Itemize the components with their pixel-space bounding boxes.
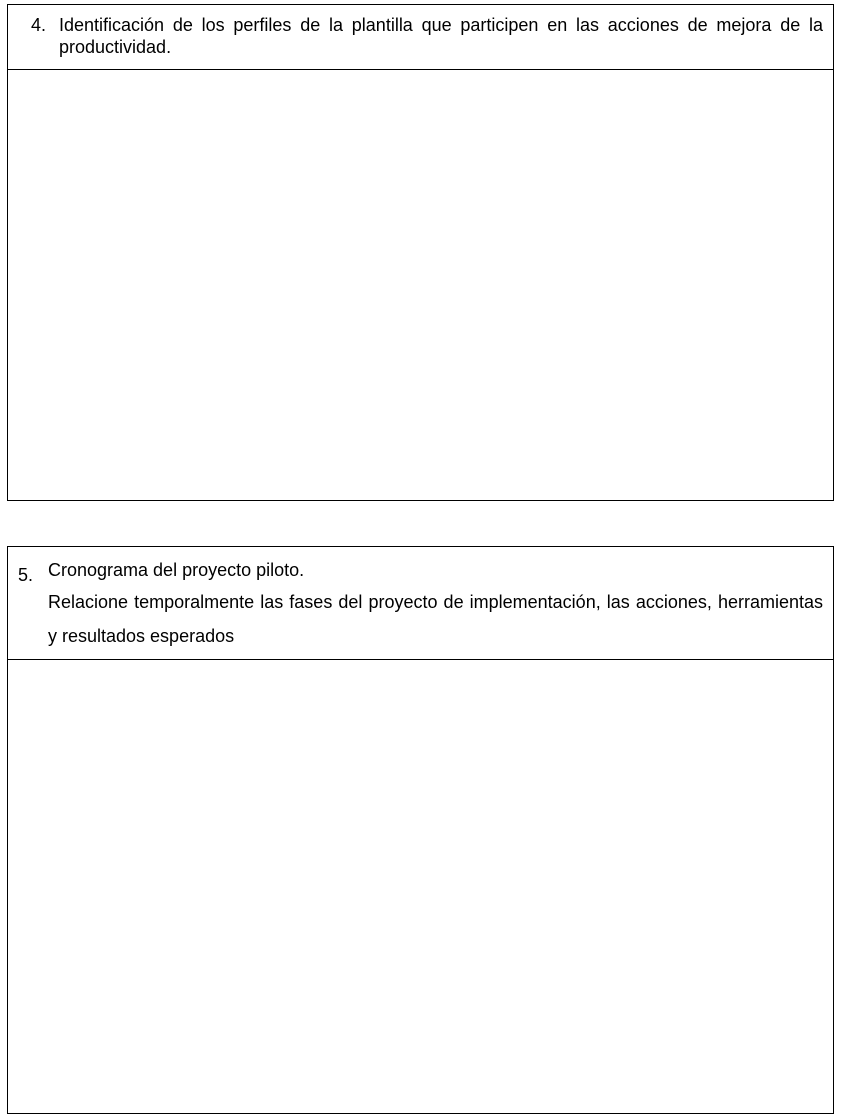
section-5-description: Relacione temporalmente las fases del proyecto de implementación, las acciones, herramientas y resultados esperados xyxy=(48,592,823,646)
section-5-title: Cronograma del proyecto piloto. xyxy=(48,560,305,580)
section-4-title: Identificación de los perfiles de la plantilla que participen en las acciones de mejora de la productividad. xyxy=(59,15,823,57)
section-5-header xyxy=(8,547,833,660)
section-5-number: 5. xyxy=(18,565,34,585)
section-5-heading xyxy=(8,547,833,653)
section-5-box xyxy=(7,546,834,1114)
section-4-answer-area[interactable] xyxy=(8,70,833,500)
section-4-header xyxy=(8,5,833,70)
section-4-number: 4. xyxy=(31,15,47,35)
section-4-heading xyxy=(8,5,833,58)
section-5-answer-area[interactable] xyxy=(8,660,833,1113)
section-4-box xyxy=(7,4,834,501)
